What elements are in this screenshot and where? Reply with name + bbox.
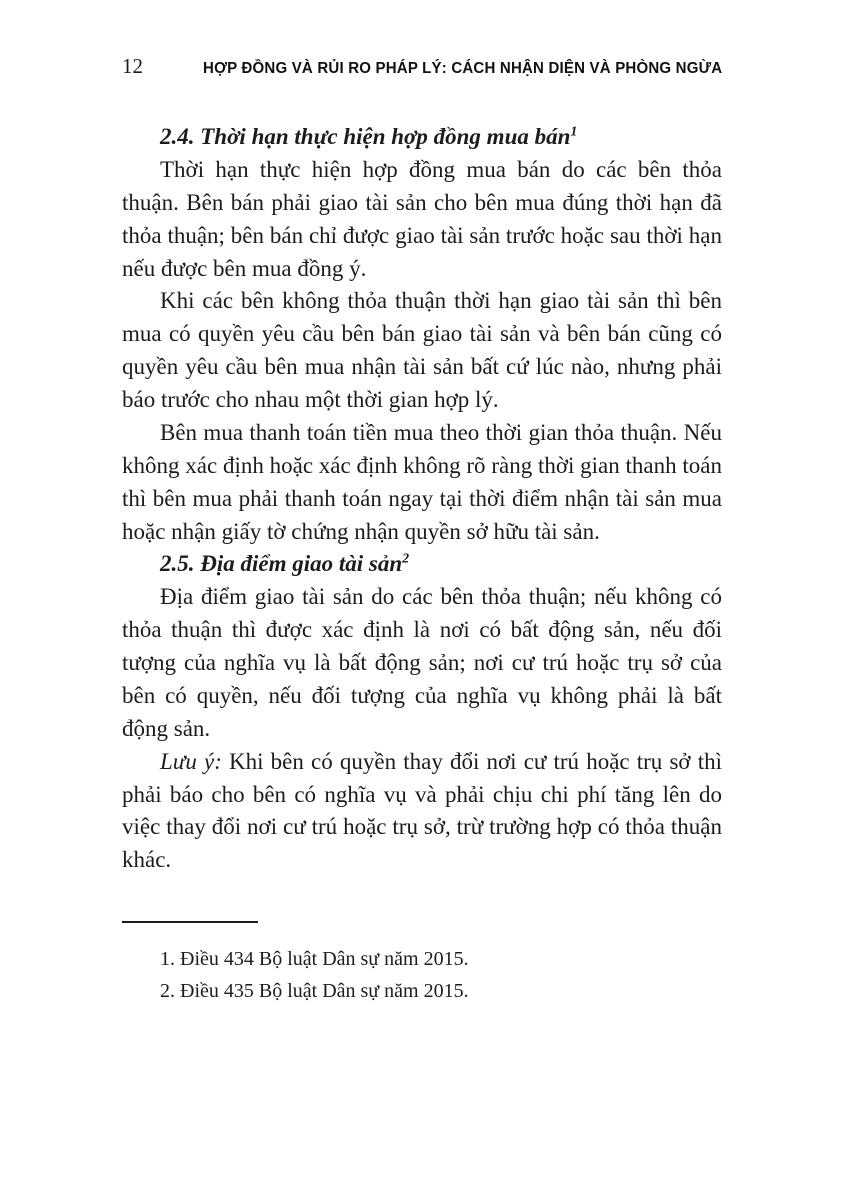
section-heading-2-4 bbox=[122, 121, 722, 154]
paragraph: Bên mua thanh toán tiền mua theo thời gian thỏa thuận. Nếu không xác định hoặc xác định không rõ ràng thời gian thanh toán thì bên mua phải thanh toán ngay tại thời điểm nhận tài sản mua hoặc nhận giấy tờ chứng nhận quyền sở hữu tài sản. bbox=[122, 419, 722, 544]
footnote-divider bbox=[122, 921, 258, 923]
running-header bbox=[122, 54, 722, 79]
footnote-ref: 2 bbox=[402, 551, 410, 567]
footnote-block bbox=[122, 921, 722, 1007]
note-lead: Lưu ý: bbox=[160, 748, 222, 774]
section-heading-2-5 bbox=[122, 548, 722, 581]
paragraph-note bbox=[122, 746, 722, 878]
page-content bbox=[122, 121, 722, 1007]
paragraph: Khi các bên không thỏa thuận thời hạn giao tài sản thì bên mua có quyền yêu cầu bên bán giao tài sản và bên bán cũng có quyền yêu cầu bên mua nhận tài sản bất cứ lúc nào, nhưng phải báo trước cho nhau một thời gian hợp lý. bbox=[122, 288, 722, 412]
footnote: 1. Điều 434 Bộ luật Dân sự năm 2015. bbox=[160, 948, 469, 971]
section-heading-text: 2.4. Thời hạn thực hiện hợp đồng mua bán bbox=[160, 124, 571, 149]
paragraph: Địa điểm giao tài sản do các bên thỏa thuận; nếu không có thỏa thuận thì được xác định là nơi có bất động sản, nếu đối tượng của nghĩa vụ là bất động sản; nơi cư trú hoặc trụ sở của bên có quyền, nếu đối tượng của nghĩa vụ không phải là bất động sản. bbox=[122, 584, 722, 741]
paragraph: Thời hạn thực hiện hợp đồng mua bán do các bên thỏa thuận. Bên bán phải giao tài sản cho bên mua đúng thời hạn đã thỏa thuận; bên bán chỉ được giao tài sản trước hoặc sau thời hạn nếu được bên mua đồng ý. bbox=[122, 156, 722, 281]
footnote-ref: 1 bbox=[570, 124, 578, 140]
header-title: HỢP ĐỒNG VÀ RỦI RO PHÁP LÝ: CÁCH NHẬN DIỆN VÀ PHÒNG NGỪA bbox=[202, 60, 722, 77]
section-heading-text: 2.5. Địa điểm giao tài sản bbox=[160, 551, 403, 577]
footnote: 2. Điều 435 Bộ luật Dân sự năm 2015. bbox=[160, 980, 469, 1003]
page-number: 12 bbox=[122, 54, 143, 78]
note-text: Khi bên có quyền thay đổi nơi cư trú hoặc trụ sở thì phải báo cho bên có nghĩa vụ và phải chịu chi phí tăng lên do việc thay đổi nơi cư trú hoặc trụ sở, trừ trường hợp có thỏa thuận khác. bbox=[122, 748, 722, 873]
